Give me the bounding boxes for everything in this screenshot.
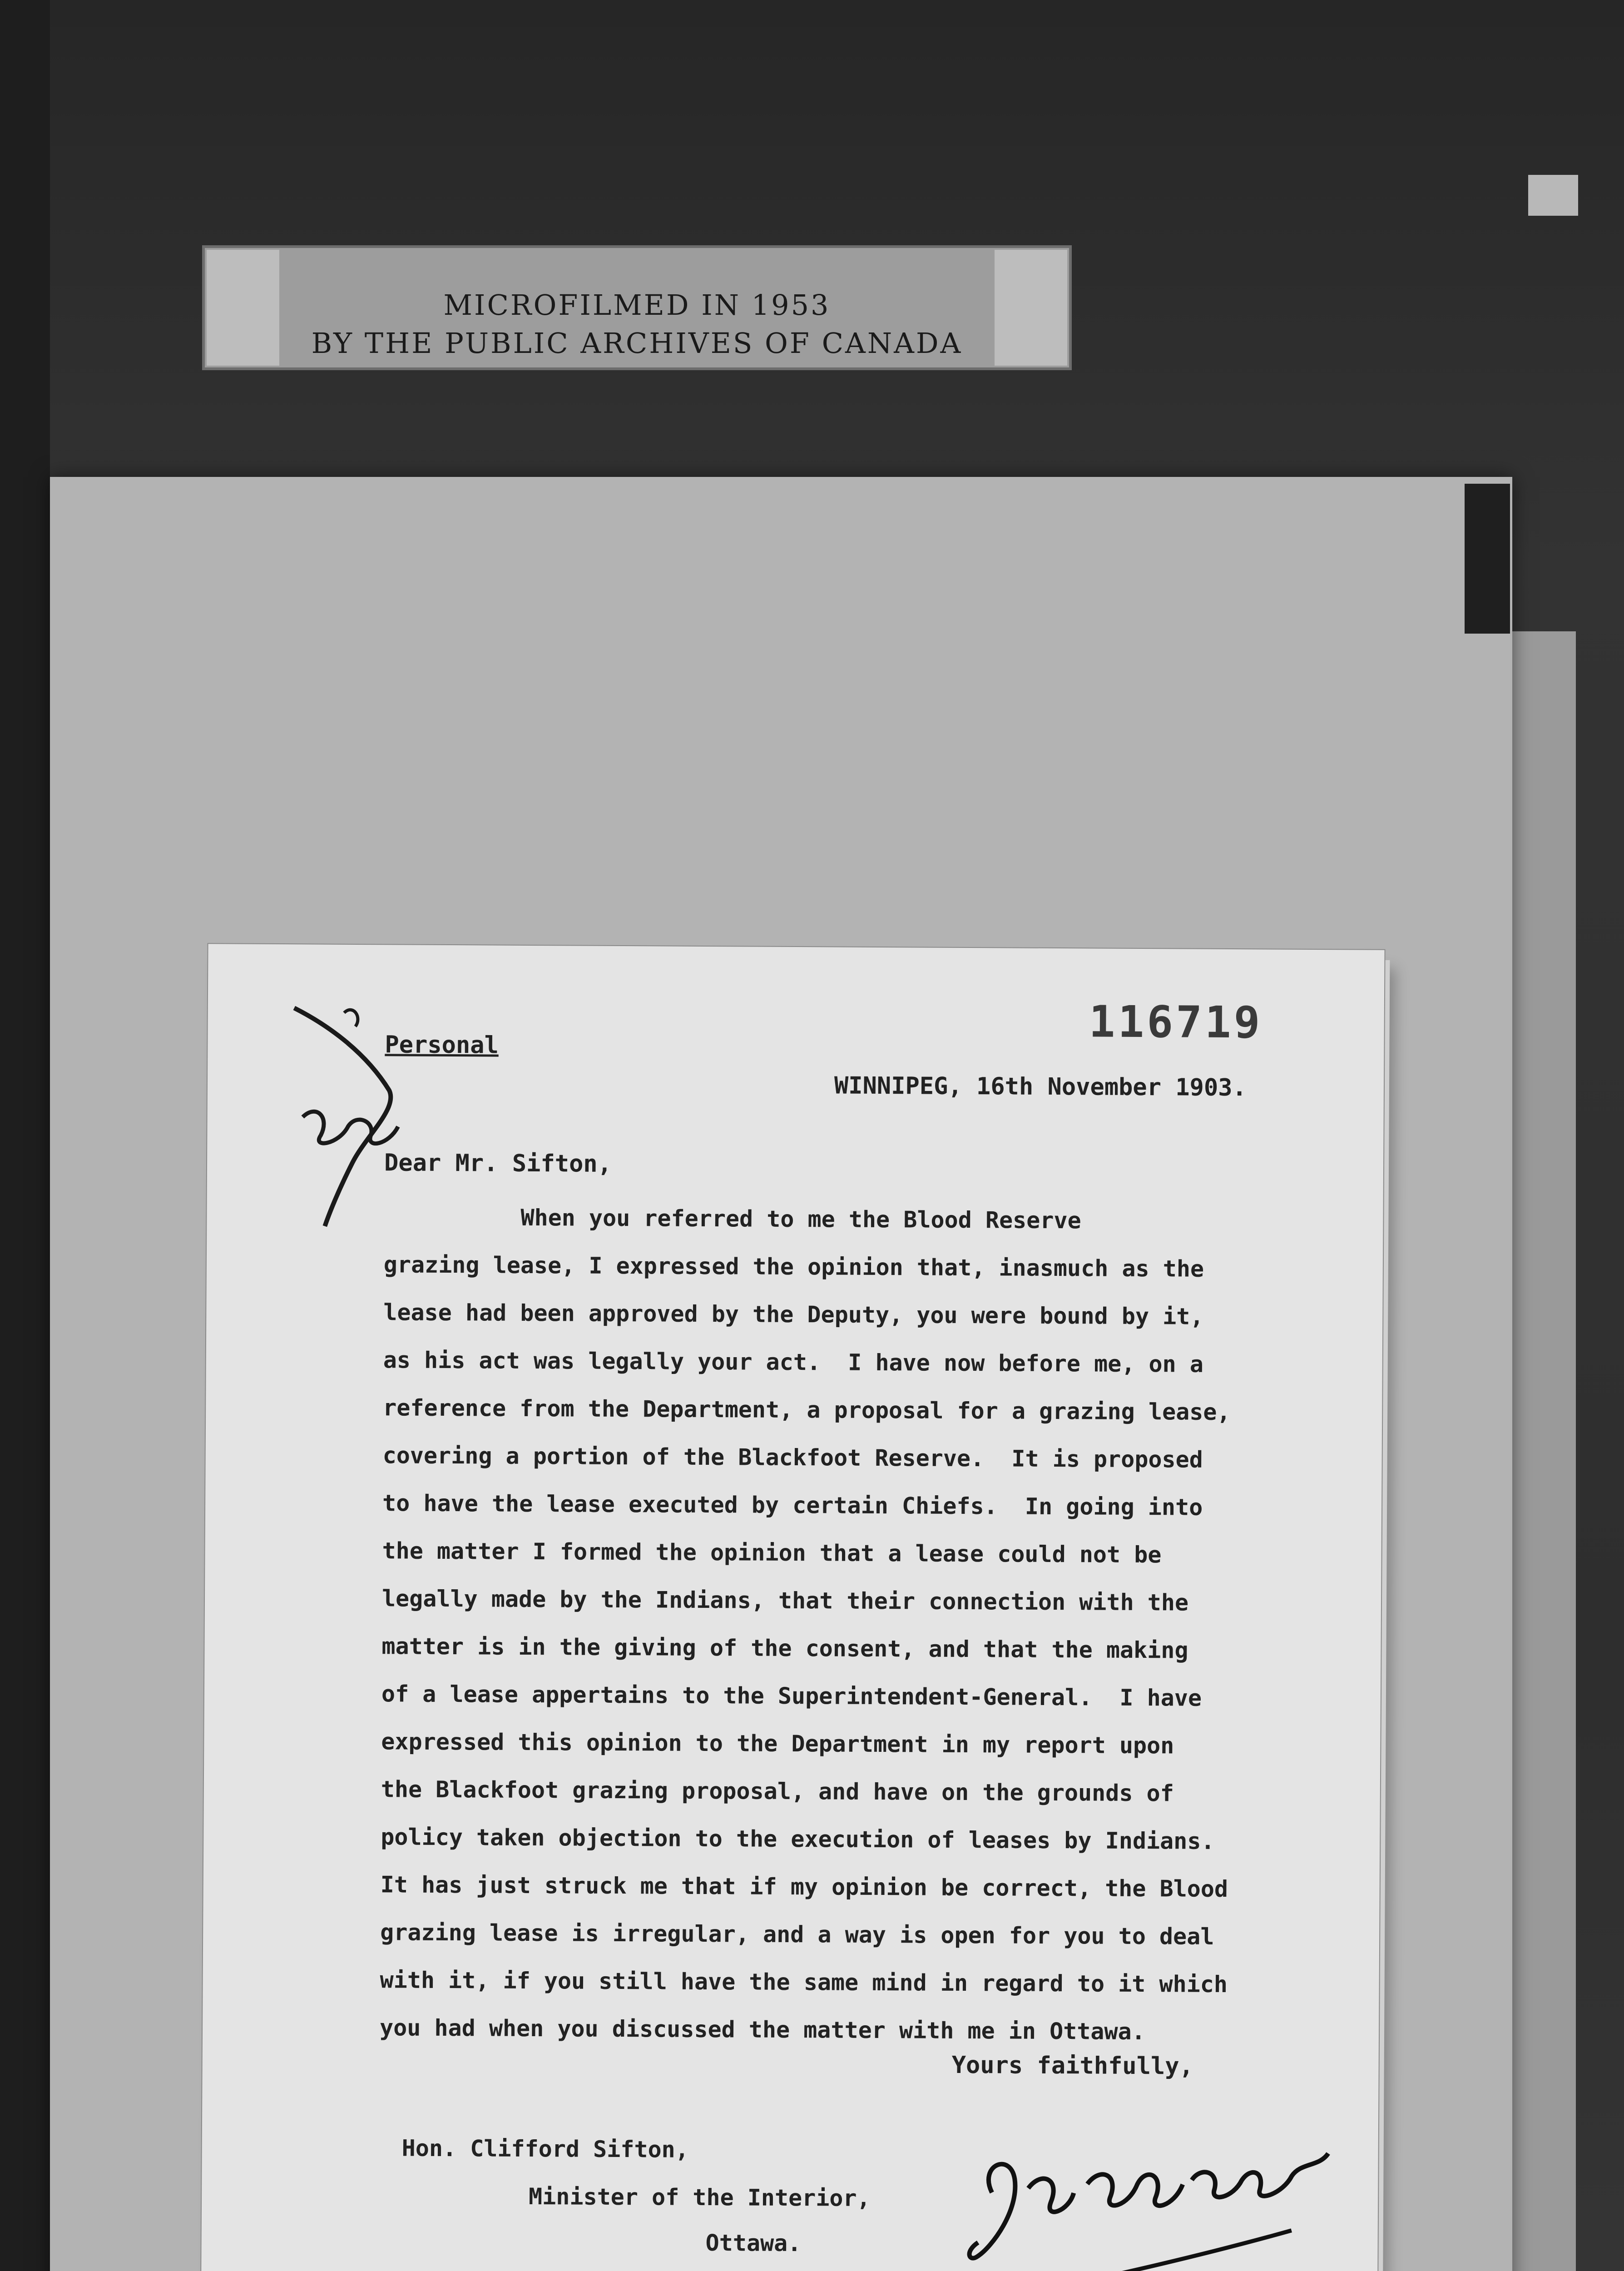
body-line: expressed this opinion to the Department in my report upon [381, 1728, 1174, 1759]
film-edge [0, 0, 50, 2271]
body-line: When you referred to me the Blood Reserve [384, 1204, 1081, 1234]
corner-tab [1528, 175, 1578, 216]
handwritten-signature [937, 2074, 1347, 2271]
body-line: with it, if you still have the same mind in regard to it which [380, 1967, 1228, 1998]
addressee-name: Hon. Clifford Sifton, [401, 2135, 689, 2163]
body-line: as his act was legally your act. I have now before me, on a [383, 1347, 1204, 1378]
addressee-city: Ottawa. [705, 2230, 802, 2257]
body-line: of a lease appertains to the Superintendent-General. I have [381, 1681, 1202, 1711]
microfilm-label-line1: MICROFILMED IN 1953 [443, 288, 831, 322]
salutation: Dear Mr. Sifton, [384, 1149, 612, 1178]
body-line: policy taken objection to the execution of leases by Indians. [381, 1824, 1215, 1854]
microfilm-label-line2: BY THE PUBLIC ARCHIVES OF CANADA [311, 327, 963, 360]
body-line: matter is in the giving of the consent, and that the making [381, 1633, 1188, 1664]
body-line: covering a portion of the Blackfoot Reserve. It is proposed [382, 1442, 1203, 1473]
body-line: the matter I formed the opinion that a lease could not be [382, 1537, 1162, 1568]
microfilm-label [202, 245, 1072, 370]
body-line: legally made by the Indians, that their connection with the [381, 1585, 1189, 1616]
body-line: It has just struck me that if my opinion be correct, the Blood [380, 1871, 1228, 1903]
sheet-notch [1465, 484, 1510, 634]
personal-marking: Personal [385, 1031, 499, 1059]
addressee-title: Minister of the Interior, [528, 2183, 871, 2211]
body-line: you had when you discussed the matter with me in Ottawa. [379, 2014, 1145, 2045]
dateline: WINNIPEG, 16th November 1903. [834, 1072, 1247, 1102]
body-line: grazing lease is irregular, and a way is open for you to deal [380, 1919, 1214, 1950]
body-line: to have the lease executed by certain Chiefs. In going into [382, 1490, 1203, 1521]
body-line: reference from the Department, a proposal for a grazing lease, [383, 1394, 1231, 1426]
body-line: grazing lease, I expressed the opinion that, inasmuch as the [383, 1251, 1204, 1282]
letter-page [200, 944, 1384, 2271]
microfilm-label-text [202, 286, 1072, 362]
document-number: 116719 [1089, 996, 1263, 1048]
body-line: the Blackfoot grazing proposal, and have on the grounds of [381, 1776, 1174, 1807]
closing: Yours faithfully, [951, 2051, 1194, 2080]
body-line: lease had been approved by the Deputy, you were bound by it, [383, 1299, 1204, 1330]
